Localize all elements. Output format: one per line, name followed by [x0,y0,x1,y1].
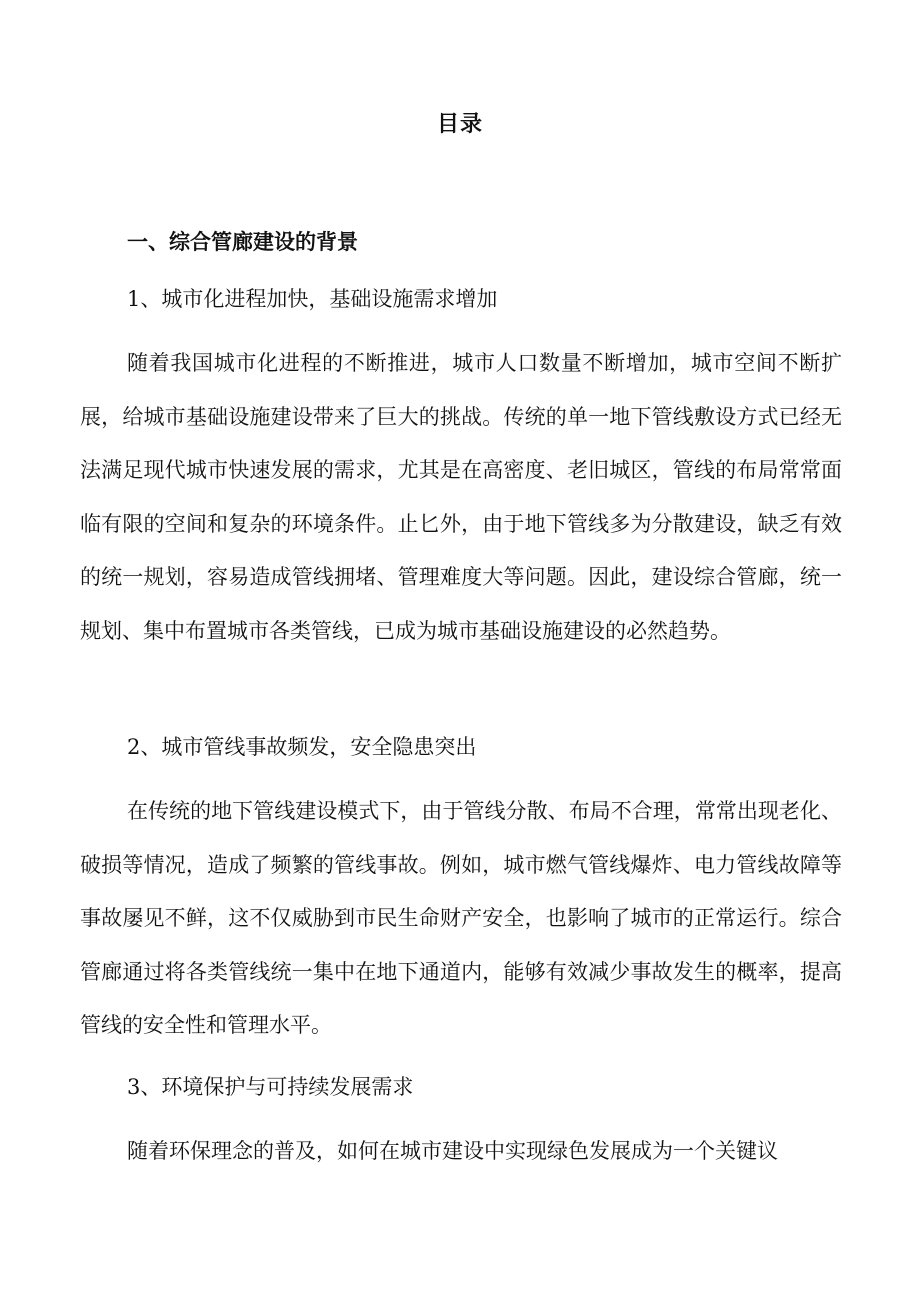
paragraph-environment: 随着环保理念的普及，如何在城市建设中实现绿色发展成为一个关键议 [127,1139,778,1163]
paragraph-pipeline-accidents: 在传统的地下管线建设模式下，由于管线分散、布局不合理，常常出现老化、破损等情况，造成了频繁的管线事故。例如，城市燃气管线爆炸、电力管线故障等事故屡见不鲜，这不仅威胁到市民生命财产安全，也影响了城市的正常运行。综合管廊通过将各类管线统一集中在地下通道内，能够有效减少事故发生的概率，提高管线的安全性和管理水平。 [80,799,842,1037]
section-heading-background: 一、综合管廊建设的背景 [127,229,358,254]
page-title: 目录 [436,111,483,137]
subsection-heading-urbanization: 1、城市化进程加快，基础设施需求增加 [127,287,498,311]
subsection-heading-pipeline-accidents: 2、城市管线事故频发，安全隐患突出 [127,735,477,759]
paragraph-urbanization: 随着我国城市化进程的不断推进，城市人口数量不断增加，城市空间不断扩展，给城市基础设施建设带来了巨大的挑战。传统的单一地下管线敷设方式已经无法满足现代城市快速发展的需求，尤其是在高密度、老旧城区，管线的布局常常面临有限的空间和复杂的环境条件。止匕外，由于地下管线多为分散建设，缺乏有效的统一规划，容易造成管线拥堵、管理难度大等问题。因此，建设综合管廊，统一规划、集中布置城市各类管线，已成为城市基础设施建设的必然趋势。 [80,351,842,643]
subsection-heading-environment: 3、环境保护与可持续发展需求 [127,1075,414,1099]
